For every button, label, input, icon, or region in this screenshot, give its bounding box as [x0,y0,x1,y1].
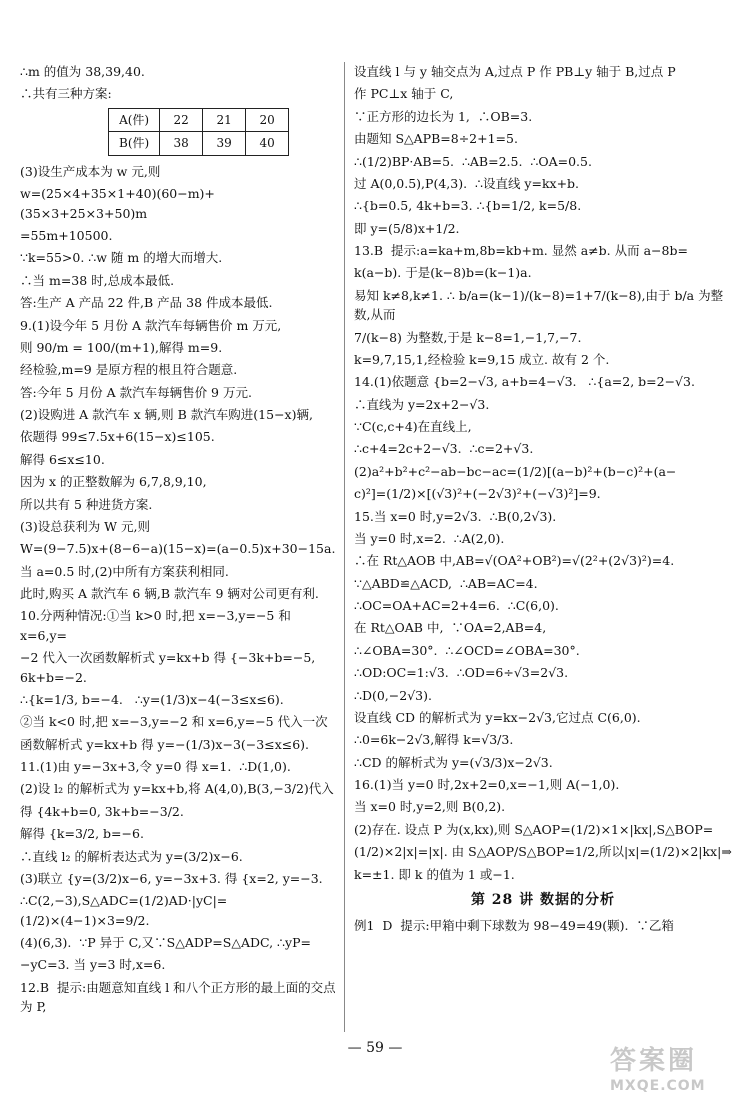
text-line: (1/2)×2|x|=|x|. 由 S△AOP/S△BOP=1/2,所以|x|=(1/2)×2|kx|⇒ [354,844,732,860]
text-line: 14.(1)依题意 {b=2−√3, a+b=4−√3. ∴{a=2, b=2−√3. [354,374,695,390]
text-line: c)²]=(1/2)×[(√3)²+(−2√3)²+(−√3)²]=9. [354,486,601,502]
text-line: ∵k=55>0. ∴w 随 m 的增大而增大. [20,250,223,266]
table-cell: 20 [246,108,289,132]
table-row [109,132,289,156]
text-line: 15.当 x=0 时,y=2√3. ∴B(0,2√3). [354,508,557,524]
table-cell: 38 [160,132,203,156]
text-line: ∴{b=0.5, 4k+b=3. ∴{b=1/2, k=5/8. [354,198,582,214]
text-line: 当 y=0 时,x=2. ∴A(2,0). [354,530,505,546]
watermark-line2: MXQE.COM [610,1078,706,1094]
text-line: (2)存在. 设点 P 为(x,kx),则 S△AOP=(1/2)×1×|kx|,S△BOP= [354,821,714,837]
text-line: 解得 6≤x≤10. [20,451,105,467]
text-line: ∴共有三种方案: [20,86,112,102]
text-line: ∴直线 l₂ 的解析表达式为 y=(3/2)x−6. [20,848,243,864]
text-line: ∴(1/2)BP·AB=5. ∴AB=2.5. ∴OA=0.5. [354,153,592,169]
text-line: ∴m 的值为 38,39,40. [20,64,145,79]
watermark-logo [610,1046,736,1096]
text-line: ∴{k=1/3, b=−4. ∴y=(1/3)x−4(−3≤x≤6). [20,691,284,707]
text-line: ∴OD:OC=1:√3. ∴OD=6÷√3=2√3. [354,665,569,681]
table-cell: 39 [203,132,246,156]
left-column [20,62,338,1020]
page-number: — 59 — [347,1040,403,1056]
text-line: 当 x=0 时,y=2,则 B(0,2). [354,799,506,815]
text-line: 答:今年 5 月份 A 款汽车每辆售价 9 万元. [20,384,252,400]
column-divider [344,62,345,1032]
table-cell: B(件) [109,132,160,156]
text-line: k(a−b). 于是(k−8)b=(k−1)a. [354,265,532,281]
text-line: W=(9−7.5)x+(8−6−a)(15−x)=(a−0.5)x+30−15a. [20,541,336,557]
left-lines-b [20,162,338,1017]
lesson-title: 第 28 讲 数据的分析 [470,891,616,908]
table-cell: 21 [203,108,246,132]
text-line: 即 y=(5/8)x+1/2. [354,220,460,236]
text-line: ∴OC=OA+AC=2+4=6. ∴C(6,0). [354,598,559,613]
text-line: ∵正方形的边长为 1, ∴OB=3. [354,108,533,124]
text-line: 9.(1)设今年 5 月份 A 款汽车每辆售价 m 万元, [20,317,282,333]
text-line: 答:生产 A 产品 22 件,B 产品 38 件成本最低. [20,295,273,311]
text-line: (3)设生产成本为 w 元,则 [20,163,161,179]
text-line: −yC=3. 当 y=3 时,x=6. [20,957,166,973]
text-line: 易知 k≠8,k≠1. ∴ b/a=(k−1)/(k−8)=1+7/(k−8),由于 b/a 为整数,从而 [354,287,724,323]
text-line: 11.(1)由 y=−3x+3,令 y=0 得 x=1. ∴D(1,0). [20,759,291,775]
right-column [354,62,732,938]
table-cell: 40 [246,132,289,156]
text-line: 过 A(0,0.5),P(4,3). ∴设直线 y=kx+b. [354,175,580,191]
table-cell: 22 [160,108,203,132]
example-line: 例1 D 提示:甲箱中剩下球数为 98−49=49(颗). ∵乙箱 [354,917,674,933]
text-line: (3)联立 {y=(3/2)x−6, y=−3x+3. 得 {x=2, y=−3. [20,870,323,886]
text-line: 16.(1)当 y=0 时,2x+2=0,x=−1,则 A(−1,0). [354,777,620,792]
text-line: 所以共有 5 种进货方案. [20,496,153,512]
text-line: ∵C(c,c+4)在直线上, [354,419,472,434]
text-line: (3)设总获利为 W 元,则 [20,518,150,534]
text-line: ∴在 Rt△AOB 中,AB=√(OA²+OB²)=√(2²+(2√3)²)=4. [354,553,675,569]
text-line: (4)(6,3). ∵P 异于 C,又∵S△ADP=S△ADC, ∴yP= [20,935,311,951]
text-line: 设直线 l 与 y 轴交点为 A,过点 P 作 PB⊥y 轴于 B,过点 P [354,64,676,79]
text-line: w=(25×4+35×1+40)(60−m)+(35×3+25×3+50)m [20,186,215,221]
text-line: ∴当 m=38 时,总成本最低. [20,272,175,288]
text-line: 则 90/m = 100/(m+1),解得 m=9. [20,339,223,355]
text-line: ∴C(2,−3),S△ADC=(1/2)AD·|yC|=(1/2)×(4−1)×3=9/2. [20,893,228,928]
text-line: (2)设购进 A 款汽车 x 辆,则 B 款汽车购进(15−x)辆, [20,407,313,423]
text-line: 此时,购买 A 款汽车 6 辆,B 款汽车 9 辆对公司更有利. [20,586,319,602]
text-line: 解得 {k=3/2, b=−6. [20,826,144,842]
text-line: 作 PC⊥x 轴于 C, [354,86,454,102]
text-line: 13.B 提示:a=ka+m,8b=kb+m. 显然 a≠b. 从而 a−8b= [354,243,688,258]
text-line: ∴直线为 y=2x+2−√3. [354,396,490,412]
text-line: ∴0=6k−2√3,解得 k=√3/3. [354,732,514,748]
text-line: −2 代入一次函数解析式 y=kx+b 得 {−3k+b=−5, 6k+b=−2. [20,650,320,685]
text-line: 依题得 99≤7.5x+6(15−x)≤105. [20,429,215,445]
text-line: ∵△ABD≌△ACD, ∴AB=AC=4. [354,575,538,591]
text-line: (2)设 l₂ 的解析式为 y=kx+b,将 A(4,0),B(3,−3/2)代入 [20,781,334,797]
text-line: ∴D(0,−2√3). [354,687,432,703]
text-line: ∴∠OBA=30°. ∴∠OCD=∠OBA=30°. [354,642,580,658]
left-lines-a [20,62,338,104]
text-line: 10.分两种情况:①当 k>0 时,把 x=−3,y=−5 和 x=6,y= [20,608,295,643]
text-line: k=±1. 即 k 的值为 1 或−1. [354,866,515,882]
text-line: ∴CD 的解析式为 y=(√3/3)x−2√3. [354,754,553,770]
text-line: 由题知 S△APB=8÷2+1=5. [354,131,518,147]
watermark-line1: 答案圈 [610,1046,698,1076]
text-line: 在 Rt△OAB 中, ∵OA=2,AB=4, [354,620,547,636]
text-line: 设直线 CD 的解析式为 y=kx−2√3,它过点 C(6,0). [354,709,641,725]
text-line: 当 a=0.5 时,(2)中所有方案获利相同. [20,563,229,579]
text-line: ∴c+4=2c+2−√3. ∴c=2+√3. [354,441,534,457]
text-line: k=9,7,15,1,经检验 k=9,15 成立. 故有 2 个. [354,351,610,367]
plan-table [108,108,289,156]
text-line: 函数解析式 y=kx+b 得 y=−(1/3)x−3(−3≤x≤6). [20,736,310,752]
table-cell: A(件) [109,108,160,132]
right-lines [354,62,732,884]
text-line: ②当 k<0 时,把 x=−3,y=−2 和 x=6,y=−5 代入一次 [20,714,328,730]
text-line: 因为 x 的正整数解为 6,7,8,9,10, [20,474,207,490]
text-line: =55m+10500. [20,228,113,244]
text-line: 得 {4k+b=0, 3k+b=−3/2. [20,803,184,819]
text-line: 经检验,m=9 是原方程的根且符合题意. [20,362,238,378]
table-row [109,108,289,132]
text-line: (2)a²+b²+c²−ab−bc−ac=(1/2)[(a−b)²+(b−c)²+(a− [354,463,677,479]
text-line: 12.B 提示:由题意知直线 l 和八个正方形的最上面的交点为 P, [20,979,336,1015]
text-line: 7/(k−8) 为整数,于是 k−8=1,−1,7,−7. [354,329,582,345]
